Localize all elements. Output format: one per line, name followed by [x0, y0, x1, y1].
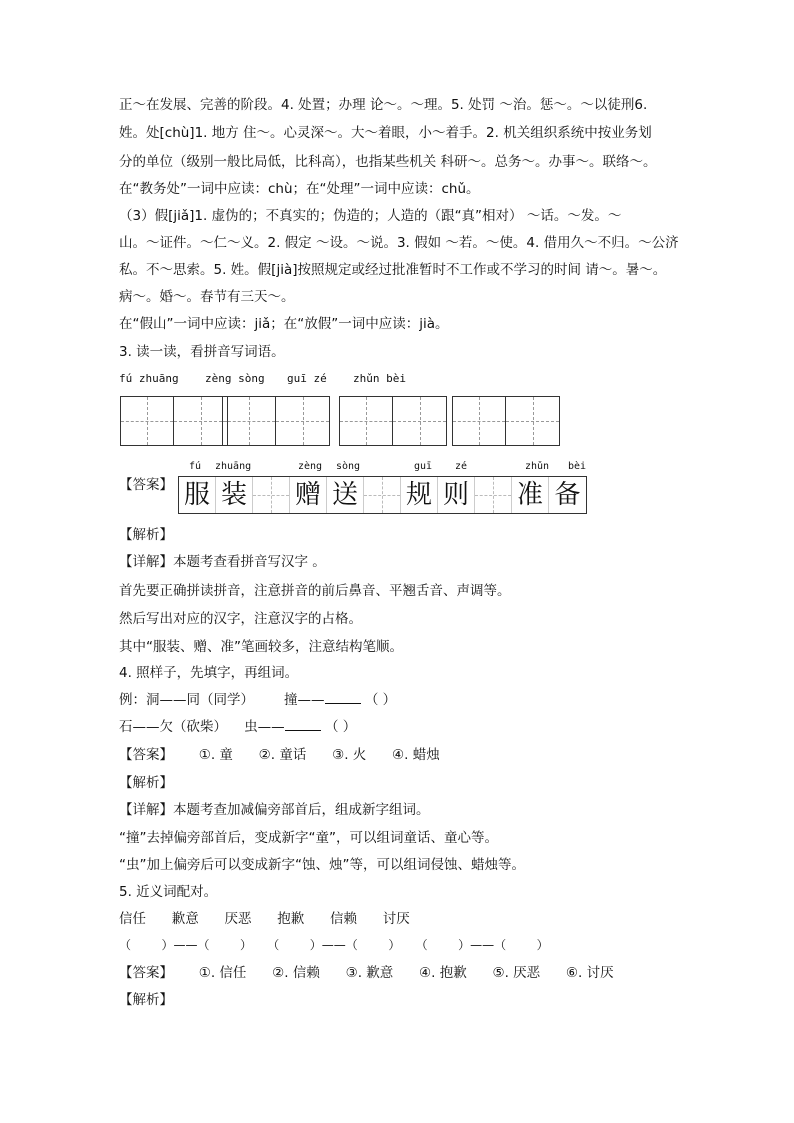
- answer-line: [119, 746, 440, 764]
- analysis-label: 【解析】: [119, 527, 173, 543]
- answer-pinyin: zhǔn: [525, 461, 550, 472]
- answer-pinyin: zé: [455, 461, 468, 472]
- analysis-label: 【解析】: [119, 992, 173, 1008]
- text-line: “虫”加上偏旁后可以变成新字“蚀、烛”等，可以组词侵蚀、蜡烛等。: [119, 857, 525, 873]
- fill-blank: [285, 718, 321, 731]
- answer-pinyin: sòng: [336, 461, 361, 472]
- pinyin-prompt: zhǔn bèi: [353, 372, 406, 385]
- text-line: 然后写出对应的汉字，注意汉字的占格。: [119, 611, 362, 627]
- answer-char: 备: [554, 480, 581, 510]
- question-3-title: 3. 读一读，看拼音写词语。: [119, 344, 285, 360]
- answer-label: 【答案】: [119, 477, 173, 493]
- prompt-text: 虫——: [244, 719, 285, 735]
- text-line: “撞”去掉偏旁部首后，变成新字“童”，可以组词童话、童心等。: [119, 830, 498, 846]
- answer-char: 规: [401, 477, 438, 513]
- word-list: 信任 歉意 厌恶 抱歉 信赖 讨厌: [119, 911, 410, 927]
- text-line: 正～在发展、完善的阶段。4. 处置；办理 论～。～理。5. 处罚 ～治。惩～。～以徒刑6.: [119, 97, 648, 113]
- text-line: （3）假[jiǎ]1. 虚伪的；不真实的；伪造的；人造的（跟“真”相对） ～话。～发。～: [119, 208, 622, 224]
- text-line: 在“假山”一词中应读：jiǎ；在“放假”一词中应读：jià。: [119, 316, 449, 332]
- example-text: 石——欠（砍柴）: [119, 719, 227, 735]
- writing-grid: [339, 396, 447, 446]
- question-4-title: 4. 照样子，先填字，再组词。: [119, 665, 299, 681]
- answer-pinyin: guī: [414, 461, 433, 472]
- answer-char: 准: [512, 477, 549, 513]
- example-line: [119, 718, 356, 736]
- text-line: 【详解】本题考查加减偏旁部首后，组成新字组词。: [119, 802, 430, 818]
- example-line: [119, 691, 396, 709]
- paren-blank: （ ）: [364, 692, 397, 708]
- answer-label: 【答案】: [119, 965, 173, 981]
- text-line: 病～。婚～。春节有三天～。: [119, 289, 295, 305]
- answer-char: 装: [216, 477, 253, 513]
- writing-grid: [452, 396, 560, 446]
- text-line: 在“教务处”一词中应读：chù；在“处理”一词中应读：chǔ。: [119, 181, 480, 197]
- answer-pinyin: fú: [189, 461, 202, 472]
- answer-pinyin: bèi: [568, 461, 587, 472]
- text-line: 首先要正确拼读拼音，注意拼音的前后鼻音、平翘舌音、声调等。: [119, 583, 511, 599]
- example-text: 例：洞——同（同学）: [119, 692, 254, 708]
- pinyin-prompt: fú zhuāng: [119, 372, 179, 385]
- pinyin-prompt: zèng sòng: [205, 372, 265, 385]
- analysis-label: 【解析】: [119, 775, 173, 791]
- text-line: 私。不～思索。5. 姓。假[jià]按照规定或经过批准暂时不工作或不学习的时间 请～。暑～。: [119, 262, 667, 278]
- prompt-text: 撞——: [284, 692, 325, 708]
- empty-cell: [475, 477, 512, 513]
- answer-char: 送: [327, 477, 364, 513]
- empty-cell: [253, 477, 290, 513]
- fill-blank: [325, 691, 361, 704]
- text-line: 姓。处[chù]1. 地方 住～。心灵深～。大～着眼，小～着手。2. 机关组织系统中按业务划: [119, 125, 652, 141]
- answer-char: 则: [438, 477, 475, 513]
- answer-values: ①. 信任 ②. 信赖 ③. 歉意 ④. 抱歉 ⑤. 厌恶 ⑥. 讨厌: [198, 965, 614, 981]
- question-5-title: 5. 近义词配对。: [119, 884, 218, 900]
- empty-cell: [364, 477, 401, 513]
- answer-pinyin: zèng: [298, 461, 323, 472]
- answer-values: ①. 童 ②. 童话 ③. 火 ④. 蜡烛: [198, 747, 440, 763]
- writing-grid: [120, 396, 228, 446]
- pair-blanks: （ ）——（ ） （ ）——（ ） （ ）——（ ）: [119, 938, 549, 952]
- text-line: 其中“服装、赠、准”笔画较多，注意结构笔顺。: [119, 639, 403, 655]
- text-line: 分的单位（级别一般比局低，比科高），也指某些机关 科研～。总务～。办事～。联络～。: [119, 154, 657, 170]
- answer-line: [119, 964, 614, 982]
- writing-grid: [222, 396, 330, 446]
- answer-grid: [178, 476, 587, 514]
- paren-blank: （ ）: [324, 719, 357, 735]
- text-line: 【详解】本题考查看拼音写汉字 。: [119, 554, 326, 570]
- answer-char: 赠: [290, 477, 327, 513]
- pinyin-prompt: guī zé: [287, 372, 327, 385]
- answer-char: 服: [179, 477, 216, 513]
- text-line: 山。～证件。～仁～义。2. 假定 ～设。～说。3. 假如 ～若。～使。4. 借用久～不归。～公济: [119, 235, 679, 251]
- answer-label: 【答案】: [119, 747, 173, 763]
- answer-pinyin: zhuāng: [215, 461, 252, 472]
